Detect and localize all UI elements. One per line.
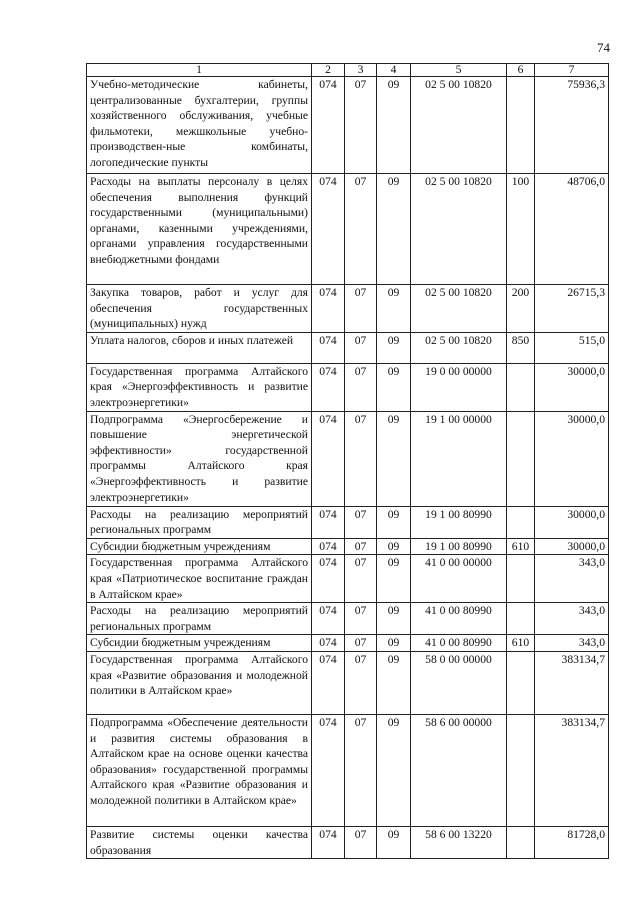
table-row — [87, 506, 609, 538]
expense-type — [507, 411, 535, 506]
ministry-code: 074 — [312, 635, 345, 652]
table-row — [87, 603, 609, 635]
table-row — [87, 411, 609, 506]
ministry-code: 074 — [312, 363, 345, 411]
amount: 81728,0 — [535, 826, 609, 858]
target-article: 19 1 00 80990 — [411, 506, 507, 538]
expense-type — [507, 714, 535, 826]
target-article: 02 5 00 10820 — [411, 332, 507, 363]
expense-type — [507, 363, 535, 411]
amount: 30000,0 — [535, 363, 609, 411]
subsection-code: 09 — [377, 332, 411, 363]
section-code: 07 — [345, 285, 377, 333]
ministry-code: 074 — [312, 77, 345, 174]
row-name: Государственная программа Алтайского края «Развитие образования и молодежной политики в Алтайском крае» — [87, 651, 312, 714]
subsection-code: 09 — [377, 826, 411, 858]
expense-type: 610 — [507, 635, 535, 652]
amount: 343,0 — [535, 555, 609, 603]
target-article: 19 1 00 00000 — [411, 411, 507, 506]
section-code: 07 — [345, 826, 377, 858]
section-code: 07 — [345, 635, 377, 652]
header-col-3: 3 — [345, 64, 377, 77]
subsection-code: 09 — [377, 555, 411, 603]
row-name: Субсидии бюджетным учреждениям — [87, 538, 312, 555]
table-row — [87, 285, 609, 333]
expense-type — [507, 506, 535, 538]
ministry-code: 074 — [312, 826, 345, 858]
subsection-code: 09 — [377, 651, 411, 714]
table-row — [87, 77, 609, 174]
expense-type — [507, 77, 535, 174]
row-name: Субсидии бюджетным учреждениям — [87, 635, 312, 652]
ministry-code: 074 — [312, 332, 345, 363]
ministry-code: 074 — [312, 538, 345, 555]
subsection-code: 09 — [377, 603, 411, 635]
subsection-code: 09 — [377, 538, 411, 555]
ministry-code: 074 — [312, 174, 345, 285]
target-article: 41 0 00 80990 — [411, 635, 507, 652]
amount: 26715,3 — [535, 285, 609, 333]
row-name: Подпрограмма «Обеспечение деятельности и развития системы образования в Алтайском крае на основе оценки качества образования» государственной программы Алтайского края «Развитие образования и молодежной политики в Алтайском крае» — [87, 714, 312, 826]
ministry-code: 074 — [312, 285, 345, 333]
row-name: Подпрограмма «Энергосбережение и повышение энергетической эффективности» государственной программы Алтайского края «Энергоэффективность и развитие электроэнергетики» — [87, 411, 312, 506]
table-row — [87, 651, 609, 714]
section-code: 07 — [345, 603, 377, 635]
target-article: 19 0 00 00000 — [411, 363, 507, 411]
row-name: Государственная программа Алтайского края «Патриотическое воспитание граждан в Алтайском крае» — [87, 555, 312, 603]
subsection-code: 09 — [377, 174, 411, 285]
subsection-code: 09 — [377, 411, 411, 506]
section-code: 07 — [345, 555, 377, 603]
section-code: 07 — [345, 411, 377, 506]
section-code: 07 — [345, 506, 377, 538]
table-row — [87, 332, 609, 363]
subsection-code: 09 — [377, 77, 411, 174]
table-row — [87, 635, 609, 652]
amount: 30000,0 — [535, 538, 609, 555]
ministry-code: 074 — [312, 651, 345, 714]
row-name: Закупка товаров, работ и услуг для обеспечения государственных (муниципальных) нужд — [87, 285, 312, 333]
amount: 30000,0 — [535, 506, 609, 538]
section-code: 07 — [345, 714, 377, 826]
amount: 343,0 — [535, 603, 609, 635]
table-row — [87, 363, 609, 411]
amount: 383134,7 — [535, 651, 609, 714]
target-article: 02 5 00 10820 — [411, 285, 507, 333]
expense-type: 850 — [507, 332, 535, 363]
header-col-2: 2 — [312, 64, 345, 77]
target-article: 02 5 00 10820 — [411, 174, 507, 285]
table-row — [87, 826, 609, 858]
header-col-5: 5 — [411, 64, 507, 77]
expense-type — [507, 651, 535, 714]
row-name: Уплата налогов, сборов и иных платежей — [87, 332, 312, 363]
target-article: 41 0 00 80990 — [411, 603, 507, 635]
amount: 30000,0 — [535, 411, 609, 506]
section-code: 07 — [345, 77, 377, 174]
page-number: 74 — [597, 40, 610, 55]
target-article: 58 0 00 00000 — [411, 651, 507, 714]
amount: 343,0 — [535, 635, 609, 652]
budget-table — [86, 63, 609, 859]
expense-type: 610 — [507, 538, 535, 555]
ministry-code: 074 — [312, 603, 345, 635]
row-name: Расходы на реализацию мероприятий региональных программ — [87, 603, 312, 635]
target-article: 19 1 00 80990 — [411, 538, 507, 555]
ministry-code: 074 — [312, 411, 345, 506]
section-code: 07 — [345, 363, 377, 411]
subsection-code: 09 — [377, 506, 411, 538]
amount: 383134,7 — [535, 714, 609, 826]
row-name: Развитие системы оценки качества образования — [87, 826, 312, 858]
ministry-code: 074 — [312, 506, 345, 538]
section-code: 07 — [345, 538, 377, 555]
expense-type: 200 — [507, 285, 535, 333]
subsection-code: 09 — [377, 285, 411, 333]
section-code: 07 — [345, 332, 377, 363]
table-row — [87, 174, 609, 285]
target-article: 41 0 00 00000 — [411, 555, 507, 603]
expense-type — [507, 555, 535, 603]
amount: 75936,3 — [535, 77, 609, 174]
amount: 48706,0 — [535, 174, 609, 285]
row-name: Учебно-методические кабинеты, централизованные бухгалтерии, группы хозяйственного обслуживания, учебные фильмотеки, межшкольные учебно-производствен-ные комбинаты, логопедические пункты — [87, 77, 312, 174]
amount: 515,0 — [535, 332, 609, 363]
table-row — [87, 538, 609, 555]
table-row — [87, 555, 609, 603]
table-row — [87, 714, 609, 826]
target-article: 02 5 00 10820 — [411, 77, 507, 174]
row-name: Расходы на выплаты персоналу в целях обеспечения выполнения функций государственными (муниципальными) органами, казенными учреждениями, органами управления государственными внебюджетными фондами — [87, 174, 312, 285]
row-name: Расходы на реализацию мероприятий региональных программ — [87, 506, 312, 538]
expense-type — [507, 826, 535, 858]
ministry-code: 074 — [312, 714, 345, 826]
section-code: 07 — [345, 651, 377, 714]
expense-type — [507, 603, 535, 635]
subsection-code: 09 — [377, 635, 411, 652]
expense-type: 100 — [507, 174, 535, 285]
section-code: 07 — [345, 174, 377, 285]
row-name: Государственная программа Алтайского края «Энергоэффективность и развитие электроэнергетики» — [87, 363, 312, 411]
header-col-6: 6 — [507, 64, 535, 77]
ministry-code: 074 — [312, 555, 345, 603]
target-article: 58 6 00 00000 — [411, 714, 507, 826]
header-row — [87, 64, 609, 77]
subsection-code: 09 — [377, 714, 411, 826]
header-col-4: 4 — [377, 64, 411, 77]
header-col-7: 7 — [535, 64, 609, 77]
subsection-code: 09 — [377, 363, 411, 411]
target-article: 58 6 00 13220 — [411, 826, 507, 858]
header-col-1: 1 — [87, 64, 312, 77]
